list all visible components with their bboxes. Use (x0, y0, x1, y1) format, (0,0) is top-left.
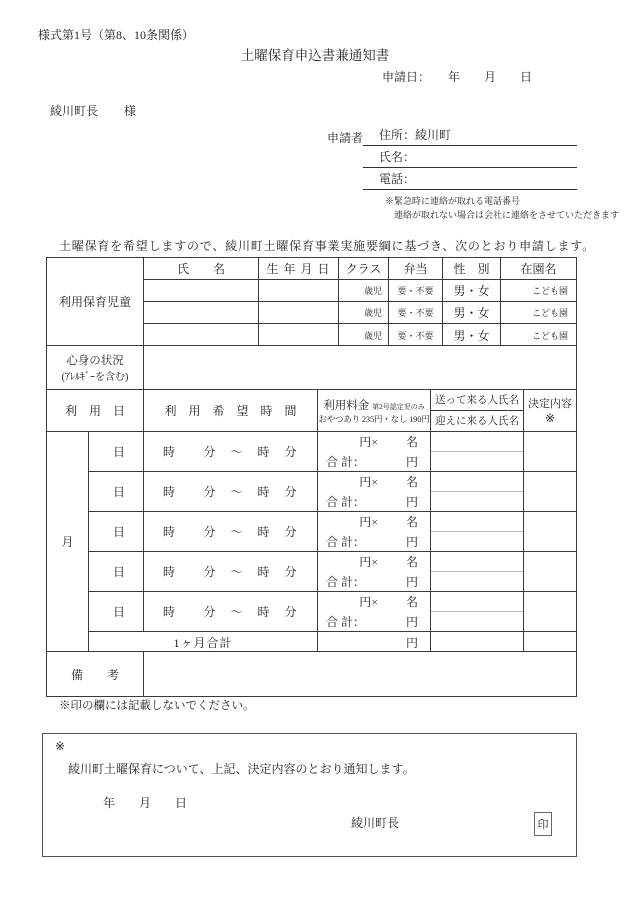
child-row (144, 324, 576, 346)
monthly-total-amount[interactable]: 円 (318, 632, 431, 652)
child-row (144, 280, 576, 302)
schedule-row (89, 472, 576, 512)
fee-header-sub: おやつあり 235円・なし 190円 (318, 413, 430, 424)
intro-sentence: 土曜保育を希望しますので、綾川町土曜保育事業実施要綱に基づき、次のとおり申請します。 (59, 239, 595, 253)
fee-total-label: 合 計： (326, 614, 366, 629)
day-input[interactable]: 日 (89, 512, 144, 551)
fee-header-title: 利用料金 (323, 399, 370, 412)
schedule-row (89, 552, 576, 592)
notice-box (42, 733, 577, 857)
col-header-name: 氏 名 (144, 258, 259, 279)
fee-count-unit: 名 (405, 515, 418, 530)
phone-note-2: 連絡が取れない場合は会社に連絡をさせていただきます (394, 210, 620, 220)
fee-cell[interactable] (318, 592, 431, 631)
condition-input[interactable] (144, 346, 576, 389)
decision-cell (524, 512, 576, 551)
day-input[interactable]: 日 (89, 472, 144, 511)
addressee-honorific: 様 (124, 104, 137, 119)
col-header-dropoff: 送って来る人氏名 (431, 390, 523, 411)
notice-body: 綾川町土曜保育について、上記、決定内容のとおり通知します。 (68, 762, 415, 776)
pickup-input[interactable] (431, 452, 523, 472)
child-gender-option[interactable]: 男・女 (443, 280, 501, 301)
remarks-label: 備 考 (47, 652, 144, 696)
pickup-input[interactable] (431, 492, 523, 512)
col-header-desired-time: 利 用 希 望 時 間 (144, 390, 318, 431)
applicant-label: 申請者 (327, 131, 364, 145)
decision-header-mark: ※ (544, 411, 556, 425)
condition-label (47, 346, 144, 389)
time-input[interactable]: 時 分 ～ 時 分 (144, 472, 318, 511)
notice-signer: 綾川町長 (351, 816, 400, 830)
page-title: 土曜保育申込書兼通知書 (240, 48, 390, 63)
remarks-input[interactable] (144, 652, 576, 696)
pickup-input[interactable] (431, 572, 523, 592)
application-date-line[interactable]: 申請日： 年 月 日 (382, 70, 533, 84)
dropoff-input[interactable] (431, 592, 523, 612)
yen-unit: 円 (405, 534, 418, 549)
addressee-line (38, 90, 136, 133)
col-header-site: 在園名 (520, 262, 557, 276)
fee-unit: 円× (359, 435, 378, 450)
notice-mark: ※ (55, 739, 66, 753)
fee-count-unit: 名 (405, 435, 418, 450)
child-name-input[interactable] (144, 302, 259, 323)
yen-unit: 円 (405, 614, 418, 629)
col-header-class: クラス (339, 258, 389, 279)
day-input[interactable]: 日 (89, 552, 144, 591)
child-class-input[interactable]: 歳児 (339, 280, 389, 301)
day-input[interactable]: 日 (89, 432, 144, 471)
escort-cell (431, 552, 524, 591)
fee-cell[interactable] (318, 432, 431, 471)
escort-cell (431, 512, 524, 551)
fee-header-note: 第2号認定児のみ (372, 402, 425, 411)
col-header-gender: 性 別 (443, 258, 501, 279)
condition-label-line2: (ｱﾚﾙｷﾞｰを含む) (61, 372, 129, 383)
yen-unit: 円 (405, 454, 418, 469)
pickup-input[interactable] (431, 532, 523, 552)
notice-date-blank[interactable]: 年 月 日 (103, 796, 188, 810)
child-name-input[interactable] (144, 280, 259, 301)
child-site-input[interactable]: こども園 (531, 308, 568, 318)
child-row (144, 302, 576, 324)
decision-cell (524, 472, 576, 511)
child-birthdate-input[interactable] (259, 280, 339, 301)
decision-cell (524, 632, 576, 652)
monthly-total-row (89, 632, 576, 652)
child-bento-option[interactable]: 要・不要 (389, 280, 443, 301)
month-cell[interactable]: 月 (47, 432, 89, 651)
schedule-row (89, 432, 576, 472)
applicant-phone-field[interactable]: 電話： (363, 168, 577, 190)
child-birthdate-input[interactable] (259, 302, 339, 323)
schedule-row (89, 512, 576, 552)
monthly-total-label: 1ヶ月合計 (89, 632, 318, 652)
pickup-input[interactable] (431, 612, 523, 632)
decision-cell (524, 552, 576, 591)
col-header-birthdate: 生 年 月 日 (259, 258, 339, 279)
child-site-input[interactable]: こども園 (531, 286, 568, 296)
yen-unit: 円 (405, 494, 418, 509)
col-header-escort (431, 390, 524, 431)
fee-count-unit: 名 (405, 595, 418, 610)
time-input[interactable]: 時 分 ～ 時 分 (144, 512, 318, 551)
applicant-name-field[interactable]: 氏名： (363, 146, 577, 168)
dropoff-input[interactable] (431, 472, 523, 492)
fee-unit: 円× (359, 595, 378, 610)
applicant-address-field[interactable]: 住所：綾川町 (363, 124, 577, 146)
time-input[interactable]: 時 分 ～ 時 分 (144, 552, 318, 591)
fee-cell[interactable] (318, 552, 431, 591)
day-input[interactable]: 日 (89, 592, 144, 631)
child-gender-option[interactable]: 男・女 (443, 302, 501, 323)
dropoff-input[interactable] (431, 552, 523, 572)
fee-count-unit: 名 (405, 555, 418, 570)
decision-cell (524, 592, 576, 631)
phone-note-1: ※緊急時に連絡が取れる電話番号 (385, 196, 521, 206)
fee-total-label: 合 計： (326, 534, 366, 549)
fee-total-label: 合 計： (326, 494, 366, 509)
decision-cell (524, 432, 576, 471)
fee-cell[interactable] (318, 472, 431, 511)
condition-label-line1: 心身の状況 (66, 355, 124, 367)
fee-unit: 円× (359, 475, 378, 490)
application-table (46, 257, 577, 697)
fee-total-label: 合 計： (326, 454, 366, 469)
decision-header-label: 決定内容 (528, 398, 572, 410)
child-bento-option[interactable]: 要・不要 (389, 324, 443, 346)
children-group-label: 利用保育児童 (47, 258, 144, 345)
monthly-total-blank (431, 632, 524, 652)
dropoff-input[interactable] (431, 512, 523, 532)
col-header-fee (318, 390, 431, 431)
col-header-bento: 弁当 (389, 258, 443, 279)
escort-cell (431, 472, 524, 511)
fee-unit: 円× (359, 515, 378, 530)
dropoff-input[interactable] (431, 432, 523, 452)
child-site-input[interactable]: こども園 (531, 330, 568, 341)
child-class-input[interactable]: 歳児 (339, 302, 389, 323)
seal-box: 印 (534, 812, 552, 836)
col-header-decision (524, 390, 576, 431)
child-name-input[interactable] (144, 324, 259, 346)
child-birthdate-input[interactable] (259, 324, 339, 346)
fee-count-unit: 名 (405, 475, 418, 490)
yen-unit: 円 (405, 574, 418, 589)
time-input[interactable]: 時 分 ～ 時 分 (144, 592, 318, 631)
escort-cell (431, 432, 524, 471)
addressee-name: 綾川町長 (50, 104, 99, 119)
escort-cell (431, 592, 524, 631)
col-header-pickup: 迎えに来る人氏名 (435, 416, 519, 428)
fee-cell[interactable] (318, 512, 431, 551)
table-footnote: ※印の欄には記載しないでください。 (59, 700, 255, 712)
time-input[interactable]: 時 分 ～ 時 分 (144, 432, 318, 471)
fee-unit: 円× (359, 555, 378, 570)
child-bento-option[interactable]: 要・不要 (389, 302, 443, 323)
col-header-use-date: 利 用 日 (47, 390, 144, 431)
child-class-input[interactable]: 歳児 (339, 324, 389, 346)
children-header-row (144, 258, 576, 280)
fee-total-label: 合 計： (326, 574, 366, 589)
child-gender-option[interactable]: 男・女 (443, 324, 501, 346)
schedule-row (89, 592, 576, 632)
form-number: 様式第1号（第8、10条関係） (38, 28, 195, 42)
